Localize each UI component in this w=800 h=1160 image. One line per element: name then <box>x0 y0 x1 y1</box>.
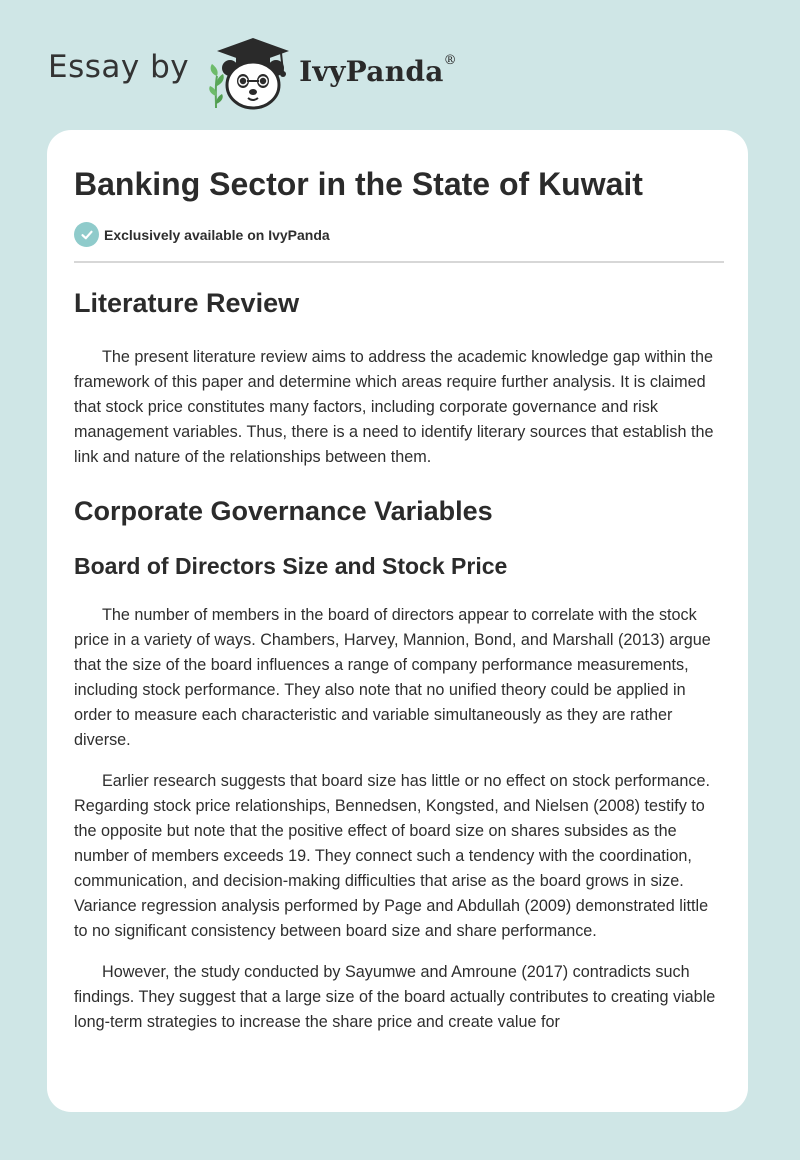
paragraph: The number of members in the board of directors appear to correlate with the stock price in a variety of ways. Chambers, Harvey, Mannion, Bond, and Marshall (2013) argue that the size of the board influences a range of company performance measurements, including stock performance. They also note that no unified theory could be applied in order to measure each characteristic and variable simultaneously as they are rather diverse. <box>74 606 711 749</box>
panda-graduate-icon <box>203 36 295 110</box>
section-heading: Corporate Governance Variables <box>74 496 493 526</box>
divider <box>74 261 724 263</box>
paragraph-truncated: However, the study conducted by Sayumwe and Amroune (2017) contradicts such findings. They suggest that a large size of the board actually contributes to creating viable long-term strategies to increase the share price and create value for <box>74 963 716 1031</box>
site-header <box>48 36 508 110</box>
ivy-leaf-icon <box>209 64 224 108</box>
essay-title: Banking Sector in the State of Kuwait <box>74 166 643 202</box>
checkmark-icon <box>74 222 99 247</box>
registered-mark: ® <box>443 53 457 69</box>
paragraph: The present literature review aims to address the academic knowledge gap within the framework of this paper and determine which areas require further analysis. It is claimed that stock price constitutes many factors, including corporate governance and risk management variables. Thus, there is a need to identify literary sources that establish the link and nature of the relationships between them. <box>74 348 714 466</box>
essay-body <box>74 285 724 1035</box>
essay-by-label: Essay by <box>48 49 190 85</box>
badge-label: Exclusively available on IvyPanda <box>104 226 330 243</box>
exclusive-badge <box>74 222 330 247</box>
brand-name[interactable]: IvyPanda® <box>299 53 457 88</box>
subsection-heading: Board of Directors Size and Stock Price <box>74 553 508 579</box>
section-heading: Literature Review <box>74 288 300 318</box>
ivypanda-logo[interactable] <box>203 36 295 110</box>
essay-card <box>47 130 748 1112</box>
paragraph: Earlier research suggests that board size has little or no effect on stock performance. Regarding stock price relationships, Bennedsen, Kongsted, and Nielsen (2008) testify to the opposite but note that the positive effect of board size on shares subsides as the number of members exceeds 19. They connect such a tendency with the coordination, communication, and decision-making difficulties that arise as the board grows in size. Variance regression analysis performed by Page and Abdullah (2009) demonstrated little to no significant consistency between board size and share performance. <box>74 772 710 940</box>
